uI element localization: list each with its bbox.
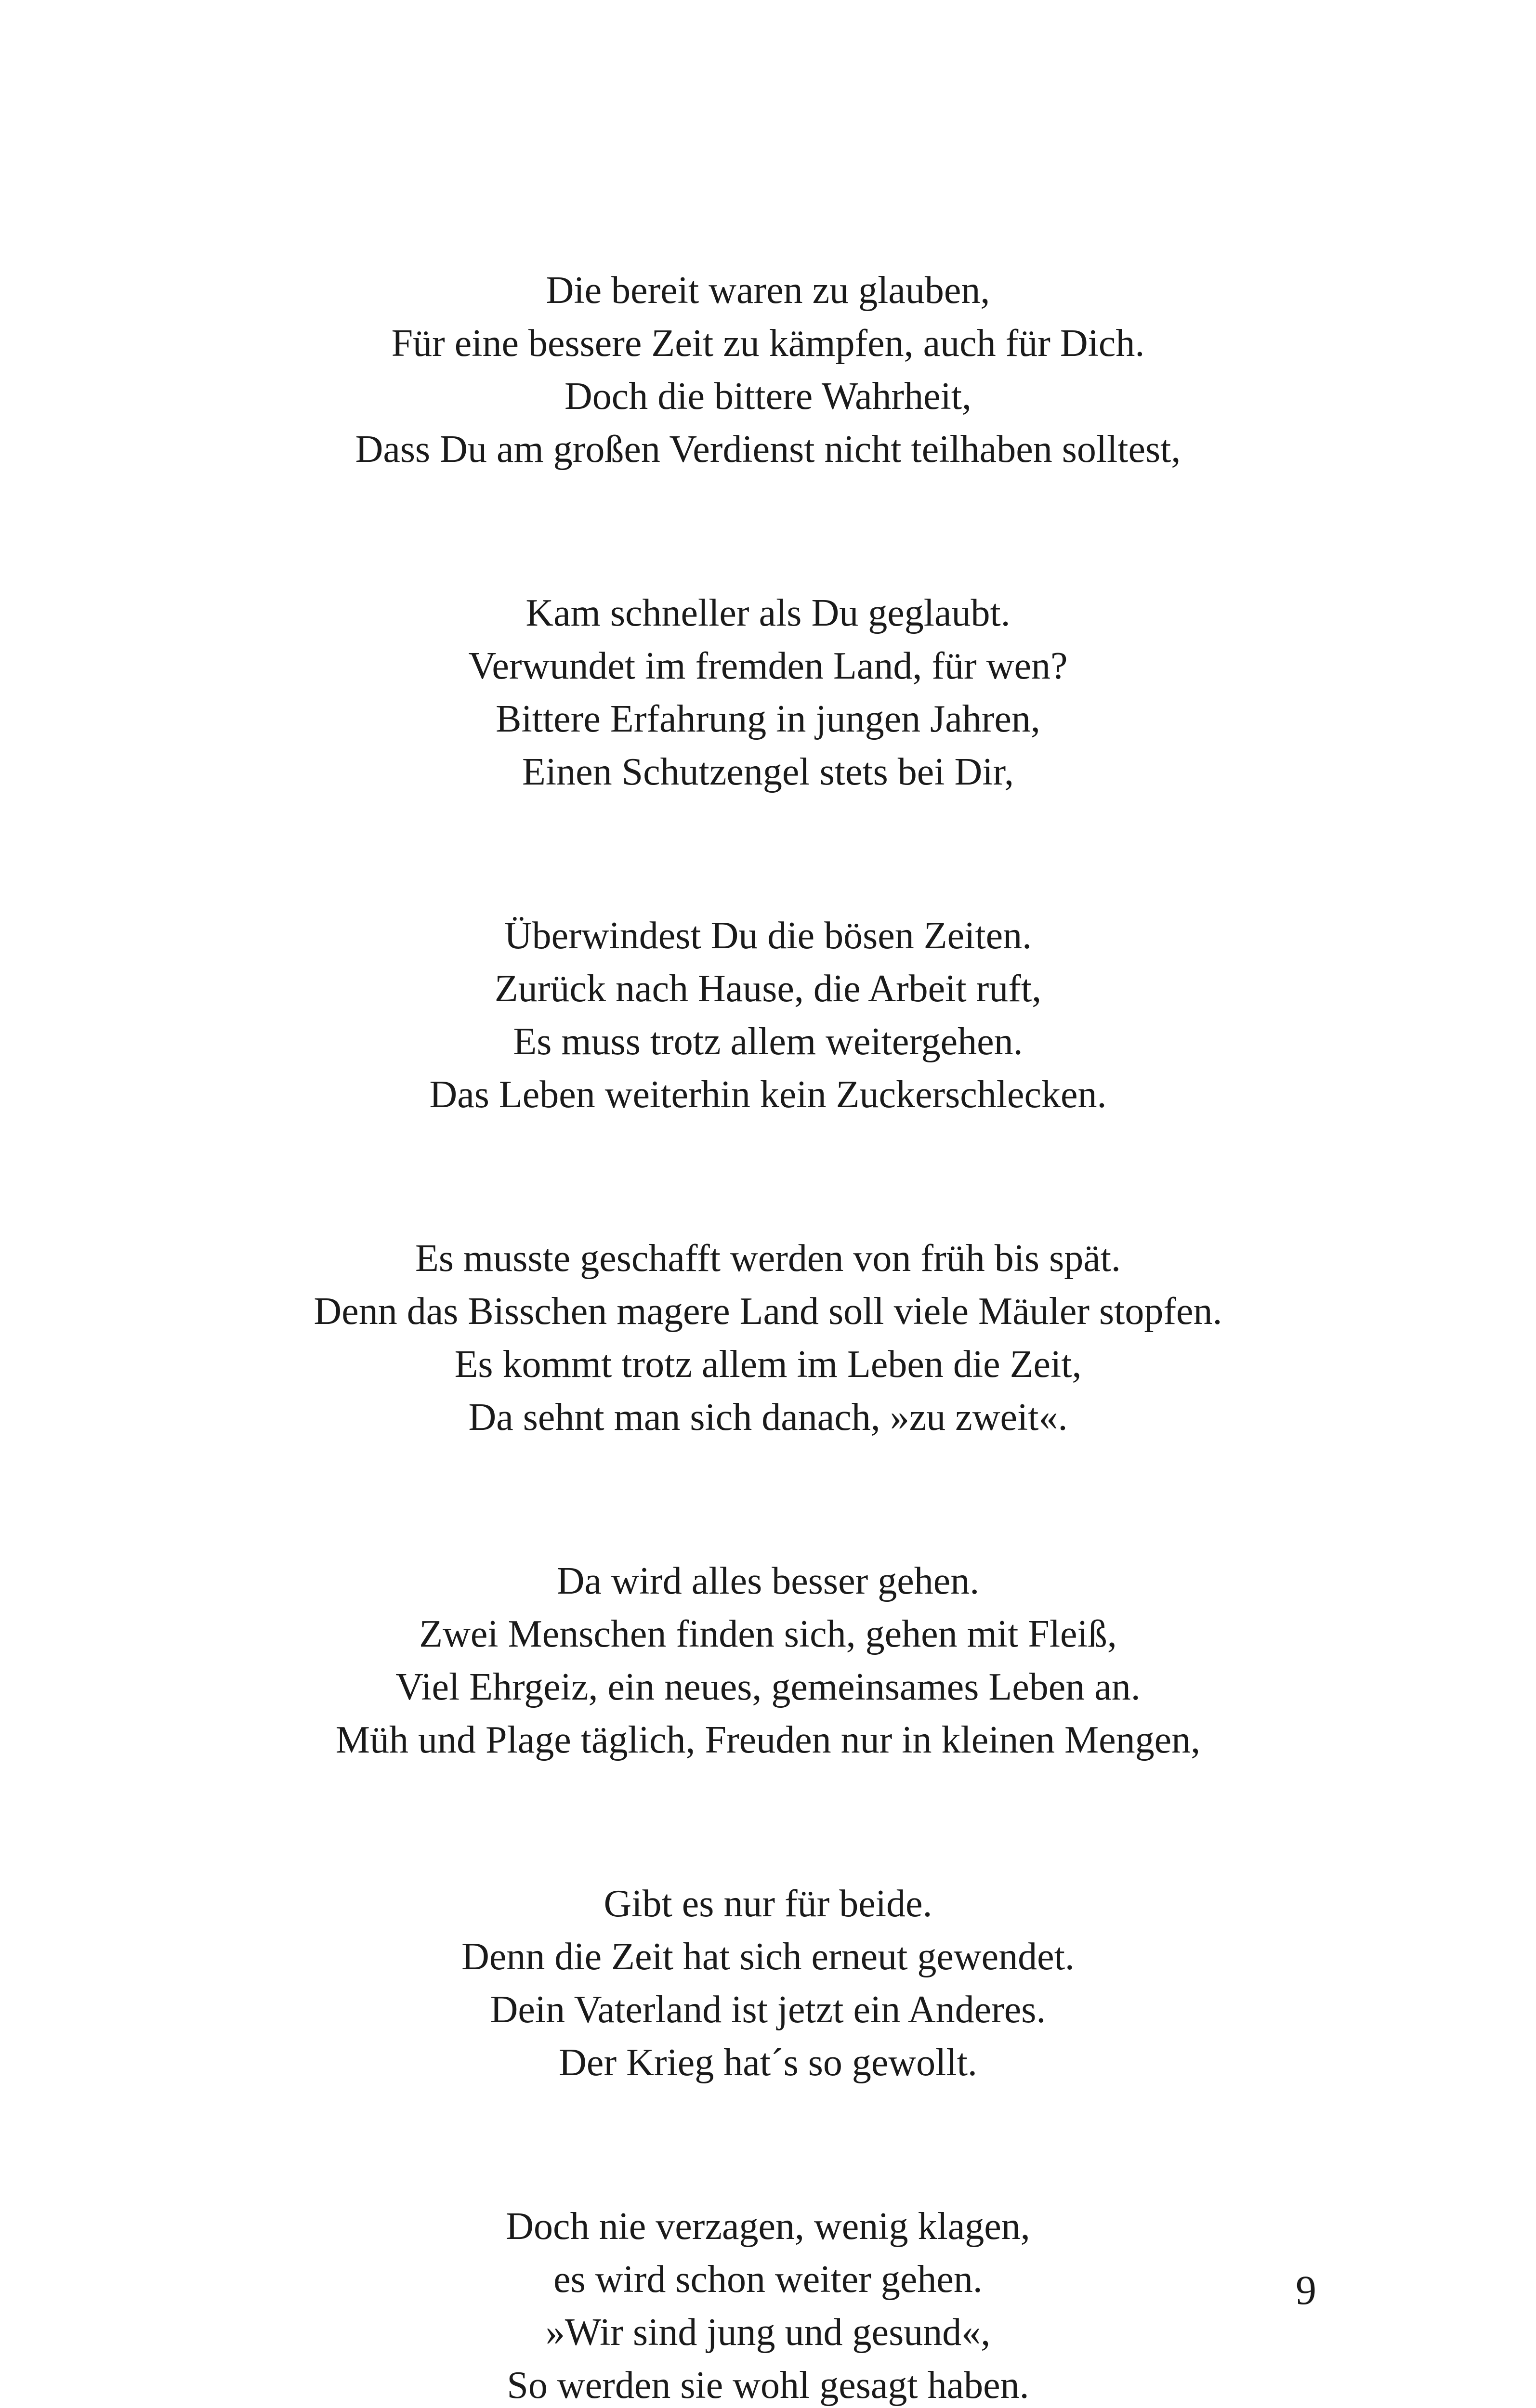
poem-line: Da sehnt man sich danach, »zu zweit«. (468, 1396, 1068, 1439)
poem-line: Es muss trotz allem weitergehen. (513, 1021, 1023, 1063)
poem (0, 264, 1536, 2408)
poem-line: es wird schon weiter gehen. (553, 2258, 983, 2301)
poem-line: Doch die bittere Wahrheit, (564, 375, 972, 418)
poem-line: Denn das Bisschen magere Land soll viele Mäuler stopfen. (314, 1290, 1222, 1333)
poem-line: Dein Vaterland ist jetzt ein Anderes. (490, 1989, 1046, 2031)
poem-line: Da wird alles besser gehen. (556, 1560, 980, 1602)
poem-line: Überwindest Du die bösen Zeiten. (504, 915, 1032, 957)
poem-line: Einen Schutzengel stets bei Dir, (522, 751, 1014, 793)
poem-line: Doch nie verzagen, wenig klagen, (506, 2205, 1030, 2248)
stanza-1 (0, 264, 1536, 476)
poem-line: Bittere Erfahrung in jungen Jahren, (496, 698, 1040, 740)
stanza-2 (0, 587, 1536, 798)
poem-line: Die bereit waren zu glauben, (546, 269, 990, 312)
poem-line: Für eine bessere Zeit zu kämpfen, auch für Dich. (391, 322, 1145, 365)
poem-line: Verwundet im fremden Land, für wen? (468, 645, 1068, 687)
page-number: 9 (1296, 2267, 1316, 2313)
stanza-3 (0, 909, 1536, 1121)
poem-line: Das Leben weiterhin kein Zuckerschlecken. (429, 1073, 1107, 1116)
poem-line: Müh und Plage täglich, Freuden nur in kleinen Mengen, (335, 1719, 1201, 1761)
poem-line: Denn die Zeit hat sich erneut gewendet. (461, 1936, 1075, 1978)
poem-line: So werden sie wohl gesagt haben. (507, 2364, 1029, 2407)
poem-line: Kam schneller als Du geglaubt. (525, 592, 1011, 634)
poem-line: Zwei Menschen finden sich, gehen mit Fleiß, (419, 1613, 1117, 1655)
poem-line: Es musste geschafft werden von früh bis spät. (415, 1237, 1121, 1280)
poem-line: Zurück nach Hause, die Arbeit ruft, (494, 968, 1042, 1010)
poem-line: Der Krieg hat´s so gewollt. (559, 2042, 977, 2084)
poem-line: Dass Du am großen Verdienst nicht teilhaben solltest, (355, 428, 1181, 471)
stanza-6 (0, 1877, 1536, 2089)
poem-line: »Wir sind jung und gesund«, (545, 2311, 991, 2354)
poem-line: Viel Ehrgeiz, ein neues, gemeinsames Leben an. (395, 1666, 1141, 1708)
stanza-4 (0, 1232, 1536, 1444)
stanza-5 (0, 1555, 1536, 1767)
poem-line: Es kommt trotz allem im Leben die Zeit, (454, 1343, 1082, 1386)
poem-line: Gibt es nur für beide. (604, 1883, 932, 1925)
